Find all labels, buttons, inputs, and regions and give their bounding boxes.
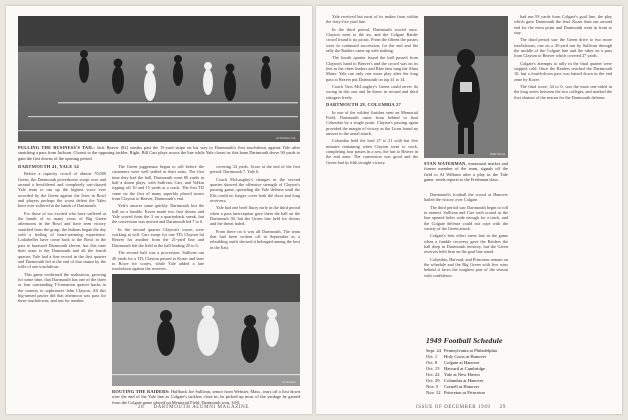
article-column-1: [326, 14, 418, 404]
paragraph: Colgate's best effort came late in the game when a fumble recovery gave the Raiders the ball deep in Dartmouth territory, but the Green reserves held firm on the goal line stand.: [424, 233, 508, 255]
paragraph: In one of the wildest finishes seen on Memorial Field, Dartmouth came from behind to beat Columbia by a single point. Clayton's passing again provided the margin of victory as the Lions found no answer to the aerial attack.: [326, 109, 418, 136]
paragraph: had run 93 yards from Colgate's goal line, the play which gave Dartmouth the lead. Kozer then ran around end for the extra point and Dartmouth went in front to stay.: [514, 14, 612, 36]
game-opponent: Columbia at Hanover: [444, 378, 484, 383]
paragraph: covering 34 yards. Score at the end of the first period: Dartmouth 7, Yale 6.: [210, 164, 300, 175]
paragraph: Coach McLaughry's changes in the second quarter showed the offensive strength of Clayton's passing game, spreading the Yale defense until the Elis could no longer cover both the short and long receivers.: [210, 176, 300, 204]
schedule-title: 1949 Football Schedule: [426, 336, 503, 345]
bottom-photo-caption: [112, 389, 300, 405]
player-photo: [424, 16, 508, 158]
photo-credit: Al Sheldon: [282, 380, 296, 384]
game-opponent: Colgate at Hanover: [444, 360, 480, 365]
game-opponent: Holy Cross at Hanover: [444, 354, 487, 359]
game-date: Nov. 5: [426, 384, 439, 389]
caption-text: Halfback Joe Sullivan, senior from Webster, Mass., tears off a first down over the end of the Yale line as Colgate's tacklers close in; he picked up most of the yardage he gained from the Colgate game played on Memorial Field, Dartmouth won, 34-0.: [112, 389, 300, 405]
game-opponent: Pennsylvania at Philadelphia: [444, 348, 498, 353]
paragraph: Yale received but most of its makes from within the forty-five yard line.: [326, 14, 418, 25]
paragraph: In the second quarter Clayton's tosses were working at will. Carr swept for one TD; Clayton hit Beaver for another from the 21-yard line and Dartmouth left the field at the half leading 20 to 6.: [112, 226, 204, 248]
sideline-photo: [424, 16, 508, 158]
game-date: Oct. 8: [426, 360, 438, 365]
paragraph: From there on it was all Dartmouth. The team that had been written off in September as a rebuilding outfit showed it belonged among the best in the East.: [210, 228, 300, 250]
paragraph: The fourth quarter found the ball passed from Clayton's hand to Beaver's and the crowd was on its feet as the cheer leaders and Blue fans sang the Alma Mater. Yale ran only one more play after the long pass to Beaver put Dartmouth on top 41 to 14.: [326, 55, 418, 82]
game-date: Oct. 1: [426, 354, 438, 359]
article-column-3: [424, 192, 508, 354]
football-field-photo: [18, 16, 300, 142]
caption-lead: PULLING THE BUSINESS'S TAIL:: [18, 145, 95, 150]
paragraph: Colgate's attempts to rally in the final quarter were stopped cold. Once the Raiders reached the Dartmouth 10, but a fourth-down pass was batted down in the end zone by Kozer.: [514, 60, 612, 82]
player-photo-caption: [424, 161, 508, 183]
section-heading: DARTMOUTH 41, YALE 14: [18, 164, 79, 169]
paragraph: For those of too excited who have suffered at the hands of so many years of Big Green afternoons in the Bowl and have seen victory snatched from the grasp, the Indians began the day with a feeling of heart-warming experience. Lodarbelles have come back to the Bowl in the past to harassed Dartmouth eleven, but this time their team is the Dartmouth and all the fourth quarter. Yale had a fine record in the first quarter and Dartmouth led at the end of that stanza by the trifle of one touchdown.: [18, 210, 106, 270]
football-schedule: [426, 336, 510, 396]
article-column-1: [18, 164, 106, 416]
article-column-2: [112, 164, 204, 272]
paragraph: Before a capacity crowd of almost 70,000 Green, the Dartmouth powerhouse swept over and around a bewildered and completely out-classed Yale team to run up the highest score ever recorded by the Green against the Ivies in Bowl and players perhaps the worst defeat the Yales have ever suffered at the hands of Dartmouth.: [18, 171, 106, 209]
schedule-row: [426, 390, 510, 396]
paragraph: The third period saw the Green drive to two more touchdowns, one on a 45-yard run by Sullivan through the middle of the Colgate line and the other on a pass from Clayton to Beaver which covered 27 yards.: [514, 37, 612, 59]
game-date: Oct. 15: [426, 366, 440, 371]
game-date: Oct. 29: [426, 378, 440, 383]
bottom-photo: [112, 274, 300, 386]
game-date: Sept. 24: [426, 348, 442, 353]
article-column-3: [210, 164, 300, 268]
paragraph: Yale had one brief flurry early in the third period when a pass interception gave them the ball on the Dartmouth 30, but the Green line held for downs and the threat faded.: [210, 205, 300, 227]
paragraph: The second half was a procession. Sullivan ran 40 yards for a TD; Clayton passed to Kozer and later to Rowe for scores, while Yale added a late touchdown against the reserves.: [112, 250, 204, 272]
paragraph: The third period saw Dartmouth begin to roll in earnest. Sullivan and Carr each scored as the line opened holes wide enough for a truck, and the Colgate defense could not cope with the variety of the Green attack.: [424, 204, 508, 232]
page-footer: [138, 405, 249, 410]
game-opponent: Cornell at Hanover: [444, 384, 480, 389]
page-number: 29: [499, 405, 506, 410]
halfback-run-photo: [112, 274, 300, 386]
caption-lead: ROUTING THE RAIDERS:: [112, 389, 170, 394]
paragraph: Yale's answer came quickly. Dartmouth lost the ball on a fumble. Kozer made two first downs and Yale scored from the 3 on a quarterback sneak, but the conversion was missed and Dartmouth led 7 to 6.: [112, 203, 204, 225]
article-column-4: [514, 14, 612, 404]
game-opponent: Harvard at Cambridge: [444, 366, 486, 371]
section-heading: DARTMOUTH 28, COLUMBIA 27: [326, 102, 402, 108]
right-page: [316, 6, 622, 414]
paragraph: Columbia, Harvard, and Princeton remain on the schedule and the Big Green with five wins behind it faces the toughest part of the season with confidence.: [424, 256, 508, 278]
photo-credit: Wide World: [490, 152, 505, 156]
magazine-title: DARTMOUTH ALUMNI MAGAZINE: [153, 405, 249, 410]
top-photo: [18, 16, 300, 142]
paragraph: This game confirmed the realization, growing for some time, that Dartmouth has one of the three or four outstanding T-formation quarter backs in the country to sophomore John Clayton. All this big-armed passer did that afternoon was pass for three touchdowns, and run for another.: [18, 271, 106, 304]
paragraph: Coach Tuss McLaughry's Green could never do wrong in this one and he threw in second and third stringers freely.: [326, 84, 418, 100]
caption-text: Jack Beaver (82) streaks past the 15-yard stripe on his way to Dartmouth's first touchdown against Yale after snatching a pass from Jackson. Closest to the opposing tackler, Right, Bill Carr plays across the line while Yale closes in; this bone Dartmouth drove 94 yards to gain the first downs of the opening period.: [18, 145, 301, 161]
schedule-list: [426, 348, 510, 396]
page-number: 28: [138, 405, 145, 410]
page-footer: [416, 405, 506, 410]
paragraph: Columbia held the lead 27 to 21 with but five minutes remaining when Clayton went to work, completing four passes in a row, the last to Beaver in the end zone. The conversion was good and the Green had its fifth straight victory.: [326, 138, 418, 165]
caption-text: intramural marker and former member of the team, signals off the field to Al Wilburn after a play in the Yale game, sends reports to the Freshman class.: [424, 161, 508, 183]
paragraph: In the third period, Dartmouth scored once. Clayton went to the air, and the Colgate Raider crowd found it no picnic. From the fifteen the passes were in continued succession; for the end and the rally the Raiders came up with nothing.: [326, 26, 418, 54]
issue-title: ISSUE OF DECEMBER 1949: [416, 405, 491, 410]
game-date: Nov. 12: [426, 390, 441, 395]
paragraph: The Green juggernaut began to roll before the customers were well settled in their seats. The first time they had the ball, Dartmouth went 86 yards in half a dozen plays, with Sullivan, Carr, and Volkin ripping off 10 and 15 yards at a crack. The first TD came on the first of many superbly placed tosses from Clayton to Beaver, Dartmouth's end.: [112, 164, 204, 202]
photo-credit: Al Sheldon Col.: [275, 136, 296, 140]
left-page: [6, 6, 312, 414]
game-opponent: Princeton at Princeton: [444, 390, 485, 395]
game-date: Oct. 22: [426, 372, 440, 377]
paragraph: Dartmouth's football the crowd at Hanover hailed the victory over Colgate.: [424, 192, 508, 203]
game-opponent: Yale at New Haven: [444, 372, 480, 377]
top-photo-caption: [18, 145, 300, 161]
caption-lead: STAN WATERMAN,: [424, 161, 467, 166]
paragraph: The final score, 34 to 0, was the most one-sided in the long series between the two colleges, and marked the first shutout of the season for the Dartmouth defense.: [514, 84, 612, 100]
